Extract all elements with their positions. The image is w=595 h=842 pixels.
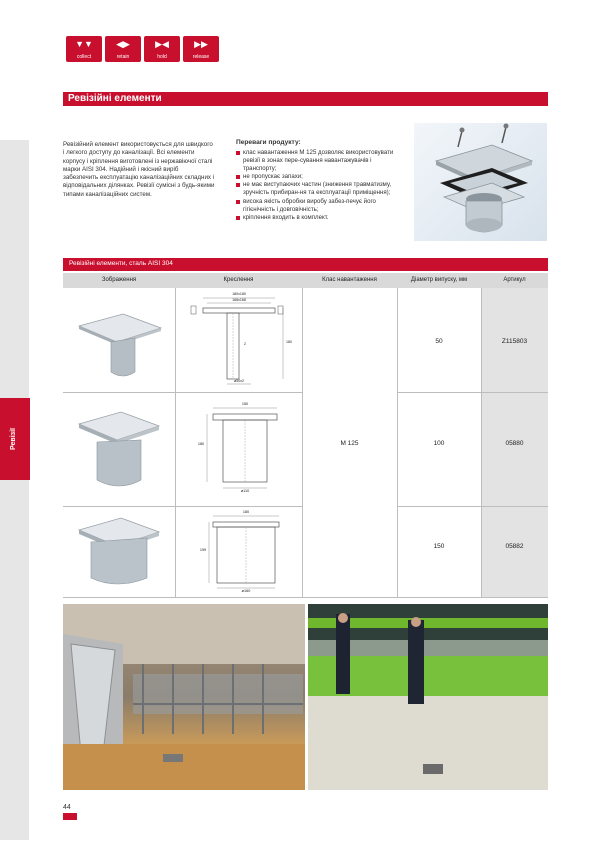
page-number: 44 [63,804,71,811]
hold-icon: ▶◀ hold [144,36,180,62]
drawing-100 [197,400,299,500]
header-load-class: Клас навантаження [322,277,377,283]
header-article: Артикул [503,277,526,283]
table-caption: Ревізійні елементи, сталь AISI 304 [69,260,173,267]
release-label: release [192,54,210,60]
product-photo-50 [73,302,165,382]
drawing-100-diameter-dim: ø110 [240,489,250,493]
drawing-150-diameter-dim: ø160 [241,589,251,593]
diameter-value: 50 [435,338,443,345]
drawing-100-top-dim: 150 [241,402,249,406]
advantages-list [236,149,406,222]
advantage-item: висока якість обробки виробу забез-печує його гігієнічність і довговічність; [236,198,406,214]
section-title-bar [63,92,548,106]
header-image: Зображення [101,277,137,283]
collect-icon: ▼▼ collect [66,36,102,62]
diameter-value: 100 [433,440,445,447]
drawing-50 [183,292,295,388]
nav-icon-row [66,36,219,62]
drawing-150-height-dim: 199 [199,548,207,552]
sidebar-strip [0,140,29,840]
header-diameter: Діаметр випуску, мм [410,277,468,283]
table-header-row [63,273,548,288]
article-value: 05882 [505,543,524,550]
drawing-50-top-dim: 180x180 [232,292,246,296]
drawing-50-wall-dim: 2 [244,342,246,346]
retain-label: retain [116,54,130,60]
product-photo-150 [73,512,165,592]
load-class-value: М 125 [340,440,359,447]
collect-label: collect [76,54,92,60]
drawing-50-height-dim: 180 [286,340,292,344]
sidebar-section-tab [0,398,30,480]
header-drawing: Креслення [223,277,254,283]
table-caption-bar [63,258,548,271]
advantages-title: Переваги продукту: [236,139,301,146]
article-value: 05880 [505,440,524,447]
drawing-150-top-dim: 180 [242,510,250,514]
supermarket-photo [308,604,548,790]
section-title: Ревізійні елементи [68,93,162,104]
product-photo-100 [73,402,165,498]
product-exploded-photo [414,123,547,241]
page-marker [63,813,77,820]
drawing-150 [199,510,299,596]
intro-paragraph: Ревізійний елемент використовується для швидкого і легкого доступу до каналізації. Всі елементи корпусу і кріплення виготовлені із нержавіючої сталі марки AISI 304. Надійний і якісний виріб забезпечить експлуатацію каналізаційних складних і відповідальних ділянках. Ревізії сумісні з будь-якими типами каналізаційних систем. [63,141,215,198]
drawing-100-height-dim: 180 [197,442,205,446]
advantage-item: клас навантаження М 125 дозволяє використовувати ревізії в зонах пере-сування навантажувачів і транспорту; [236,149,406,173]
advantage-item: не має виступаючих частин (зниження травматизму, зручність прибиран-ня та експлуатації приміщення); [236,181,406,197]
diameter-value: 150 [433,543,445,550]
product-table [63,288,548,598]
article-value: Z115803 [501,338,528,345]
retain-icon: ◀▶ retain [105,36,141,62]
sidebar-section-label: Ревізії [10,427,17,450]
drawing-50-inner-dim: 168x168 [232,298,246,302]
release-icon: ▶▶ release [183,36,219,62]
brewery-photo [63,604,305,790]
advantage-item: не пропускає запахи; [236,173,406,181]
drawing-50-diameter-dim: ø50x2 [234,379,244,383]
hold-label: hold [157,54,167,60]
advantage-item: кріплення входить в комплект. [236,214,406,222]
